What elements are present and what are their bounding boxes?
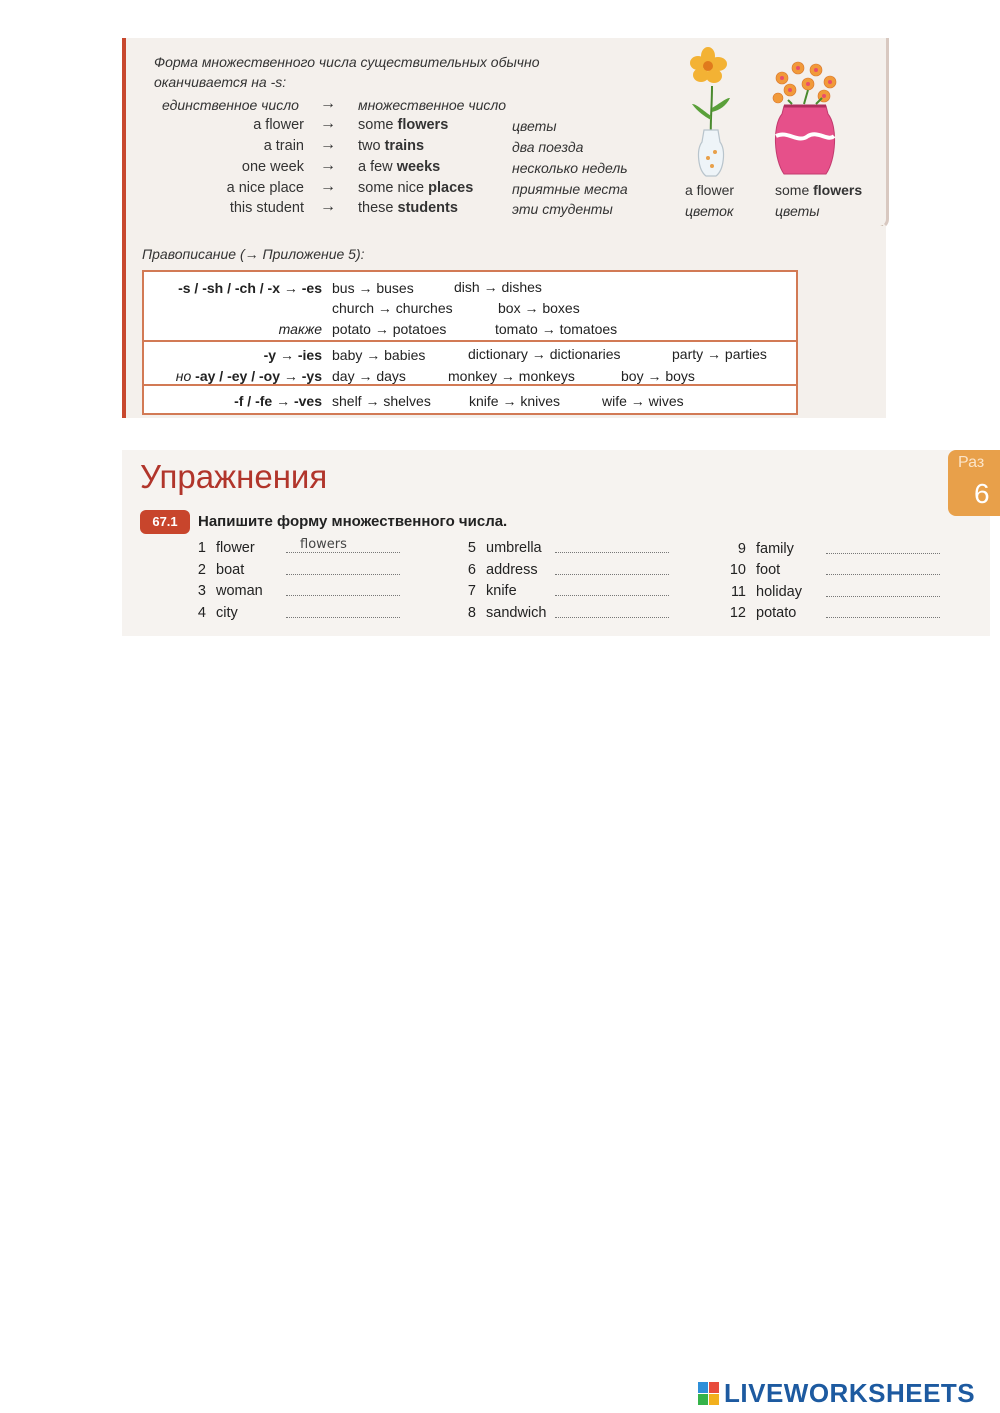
singular-word: a flower: [253, 117, 304, 133]
spelling-example: shelf → shelves: [332, 393, 431, 409]
footer-logo-text: LIVEWORKSHEETS: [724, 1378, 976, 1408]
arrow: →: [320, 157, 336, 174]
item-word: flower: [216, 540, 255, 556]
arrow: →: [320, 95, 336, 112]
item-word: address: [486, 562, 538, 578]
header-singular: единственное число: [162, 97, 299, 113]
liveworksheets-logo-icon: [698, 1382, 720, 1406]
answer-field[interactable]: [555, 552, 669, 553]
spelling-rule: -f / -fe → -ves: [234, 393, 322, 409]
translation: приятные места: [512, 181, 628, 197]
exercise-instruction: Напишите форму множественного числа.: [198, 513, 508, 530]
item-word: holiday: [756, 584, 802, 600]
item-number: 4: [197, 605, 206, 621]
item-number: 9: [737, 541, 746, 557]
grammar-intro: Форма множественного числа существительных обычно оканчивается на -s:: [154, 54, 540, 90]
spelling-example: dictionary → dictionaries: [468, 346, 621, 362]
singular-word: one week: [241, 159, 304, 175]
singular-word: this student: [229, 200, 304, 216]
table-divider: [142, 384, 798, 386]
spelling-example: monkey → monkeys: [448, 368, 575, 384]
arrow: →: [320, 136, 336, 153]
spelling-example: day → days: [332, 368, 406, 384]
table-divider: [142, 340, 798, 342]
item-word: potato: [756, 605, 797, 621]
spelling-example: dish → dishes: [454, 279, 542, 295]
item-word: family: [756, 541, 794, 557]
caption-flowers-translation: цветы: [775, 203, 820, 219]
spelling-example: wife → wives: [602, 393, 684, 409]
plural-phrase: some flowers: [358, 117, 449, 133]
plural-phrase: a few weeks: [358, 159, 441, 175]
answer-field[interactable]: [826, 553, 940, 554]
item-word: knife: [486, 583, 517, 599]
item-number: 6: [467, 562, 476, 578]
arrow: →: [320, 115, 336, 132]
arrow: →: [320, 198, 336, 215]
spelling-example: party → parties: [672, 346, 767, 362]
singular-word: a train: [263, 138, 304, 154]
item-number: 3: [197, 583, 206, 599]
arrow: →: [320, 178, 336, 195]
spelling-example: boy → boys: [621, 368, 695, 384]
spelling-example: baby → babies: [332, 347, 426, 363]
answer-field[interactable]: [826, 617, 940, 618]
spelling-example: potato → potatoes: [332, 321, 447, 337]
item-word: foot: [756, 562, 781, 578]
spelling-example: box → boxes: [498, 300, 580, 316]
single-flower-vase-illustration: [682, 46, 742, 180]
item-number: 8: [467, 605, 476, 621]
answer-field[interactable]: [826, 596, 940, 597]
answer-field[interactable]: [286, 617, 400, 618]
item-word: city: [216, 605, 238, 621]
spelling-example: tomato → tomatoes: [495, 321, 618, 337]
answer-field[interactable]: [555, 574, 669, 575]
flowers-vase-illustration: [768, 60, 842, 180]
answer-field[interactable]: [555, 617, 669, 618]
answer-text: flowers: [300, 537, 347, 552]
item-number: 7: [467, 583, 476, 599]
item-number: 1: [197, 540, 206, 556]
item-word: umbrella: [486, 540, 542, 556]
section-tab: Раз 6: [948, 450, 1000, 516]
translation: несколько недель: [512, 160, 628, 176]
item-number: 2: [197, 562, 206, 578]
item-number: 10: [729, 562, 746, 578]
also-label: также: [278, 321, 322, 337]
caption-flowers: some flowers: [775, 182, 863, 198]
spelling-rule: -s / -sh / -ch / -x → -es: [178, 280, 322, 296]
exercise-number-badge: 67.1: [140, 510, 190, 534]
caption-single-flower-translation: цветок: [685, 203, 734, 219]
header-plural: множественное число: [358, 97, 507, 113]
translation: два поезда: [512, 139, 584, 155]
answer-field[interactable]: [286, 574, 400, 575]
caption-single-flower: a flower: [685, 182, 735, 198]
item-word: woman: [216, 583, 263, 599]
item-word: sandwich: [486, 605, 547, 621]
spelling-title: Правописание (→ Приложение 5):: [142, 246, 365, 262]
singular-word: a nice place: [226, 180, 304, 196]
plural-phrase: some nice places: [358, 180, 474, 196]
item-number: 11: [730, 584, 746, 600]
spelling-example: knife → knives: [469, 393, 561, 409]
item-word: boat: [216, 562, 245, 578]
spelling-rule: -y → -ies: [263, 347, 322, 363]
but-rule: но -ay / -ey / -oy → -ys: [175, 368, 322, 384]
answer-field[interactable]: [286, 595, 400, 596]
translation: эти студенты: [512, 201, 613, 217]
translation: цветы: [512, 118, 557, 134]
exercises-title: Упражнения: [140, 458, 328, 495]
spelling-example: bus → buses: [332, 280, 414, 296]
answer-field[interactable]: [555, 595, 669, 596]
plural-phrase: two trains: [358, 138, 425, 154]
answer-field[interactable]: [826, 574, 940, 575]
answer-field[interactable]: [286, 552, 400, 553]
item-number: 5: [467, 540, 476, 556]
spelling-example: church → churches: [332, 300, 453, 316]
item-number: 12: [729, 605, 746, 621]
plural-phrase: these students: [358, 200, 458, 216]
